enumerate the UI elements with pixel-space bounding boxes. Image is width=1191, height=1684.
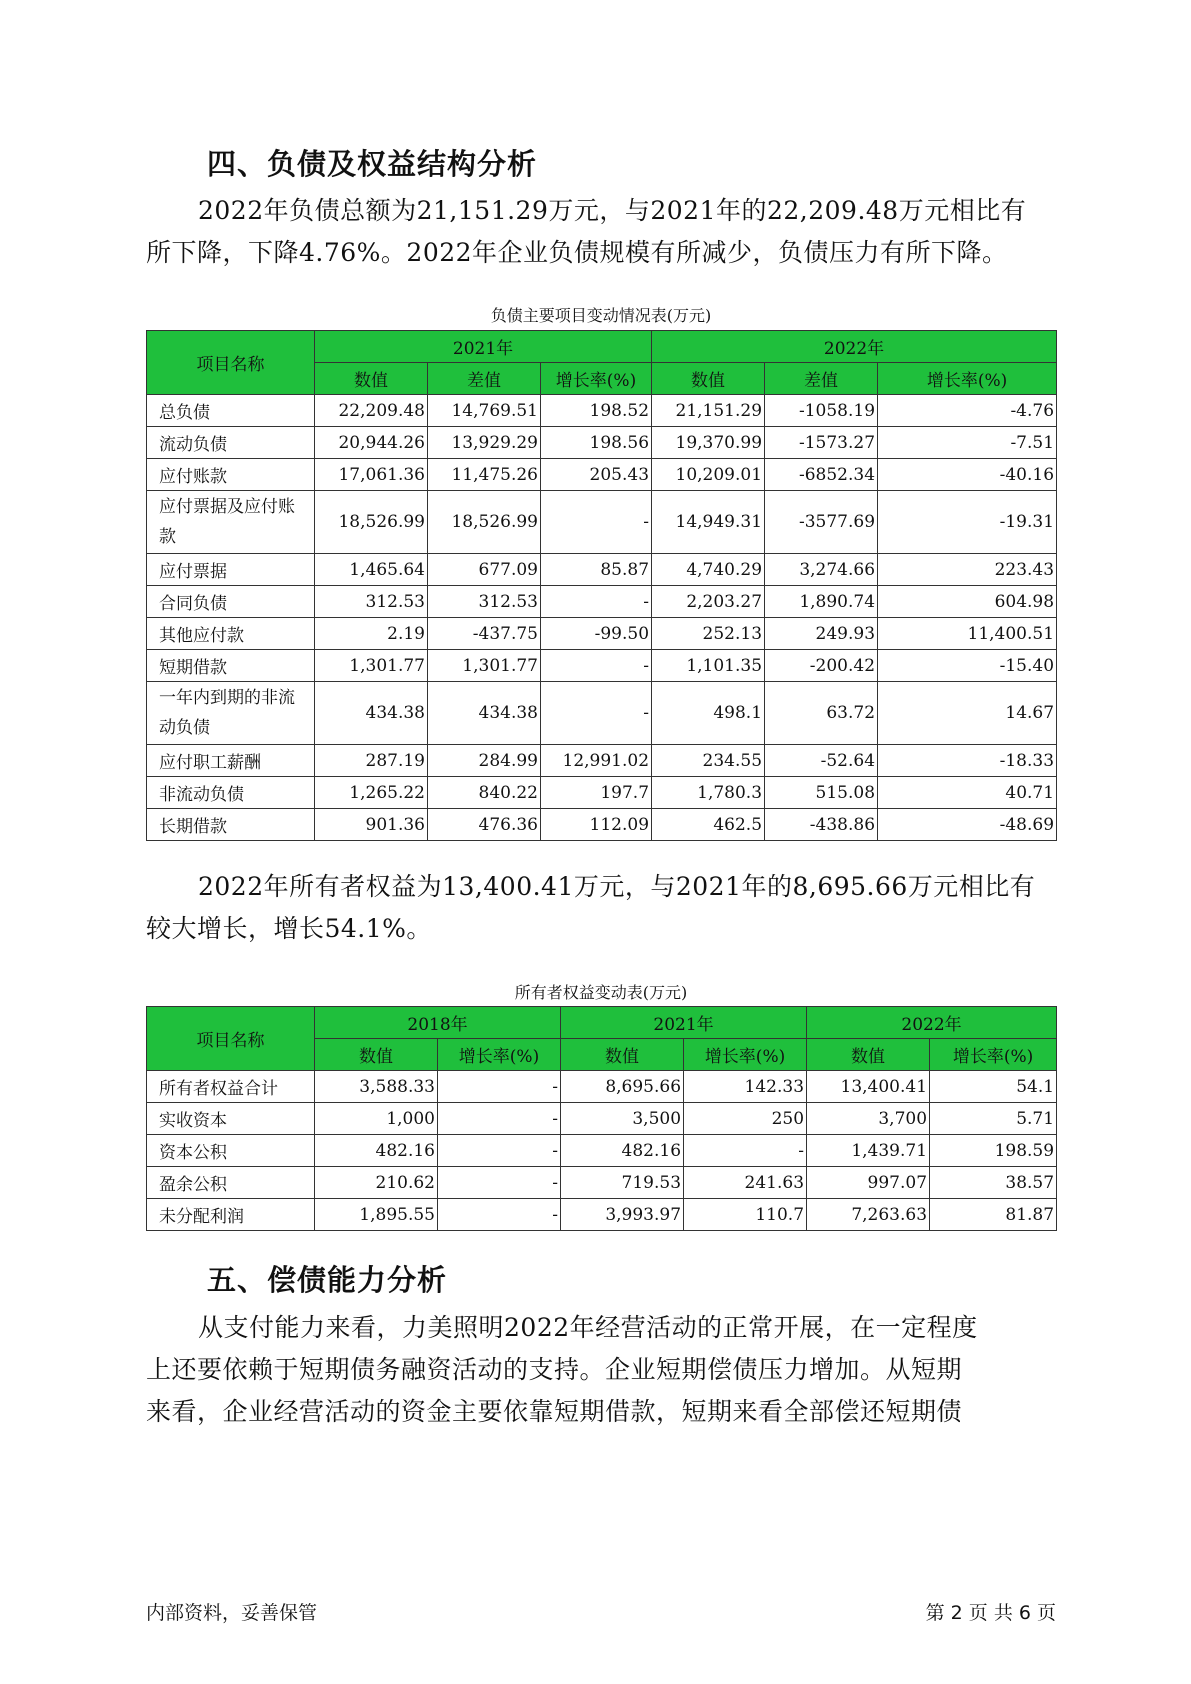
- table-row: [147, 1103, 1057, 1135]
- column-header: 数值: [807, 1039, 930, 1071]
- year-header: 2021年: [561, 1007, 807, 1039]
- table-cell: 18,526.99: [428, 491, 541, 554]
- table-cell: 482.16: [315, 1135, 438, 1167]
- table-cell: 462.5: [652, 809, 765, 841]
- table-cell: 312.53: [315, 586, 428, 618]
- column-header: 数值: [315, 363, 428, 395]
- paragraph-line: 2022年所有者权益为13,400.41万元，与2021年的8,695.66万元相比有: [198, 872, 1036, 901]
- table-cell: 81.87: [930, 1199, 1057, 1231]
- table-cell: 14.67: [878, 682, 1057, 745]
- table-cell: 19,370.99: [652, 427, 765, 459]
- liability-table: [146, 330, 1057, 841]
- table-cell: -99.50: [541, 618, 652, 650]
- paragraph-line: 2022年负债总额为21,151.29万元，与2021年的22,209.48万元相比有: [198, 196, 1027, 225]
- table-cell: -: [438, 1071, 561, 1103]
- row-label: 长期借款: [147, 809, 315, 841]
- table-row: [147, 1167, 1057, 1199]
- paragraph-line: 所下降，下降4.76%。2022年企业负债规模有所减少，负债压力有所下降。: [146, 238, 1008, 267]
- table-cell: 13,929.29: [428, 427, 541, 459]
- table-cell: 198.56: [541, 427, 652, 459]
- table-cell: 198.52: [541, 395, 652, 427]
- table-cell: -3577.69: [765, 491, 878, 554]
- table-cell: 198.59: [930, 1135, 1057, 1167]
- row-label: 总负债: [147, 395, 315, 427]
- table-cell: 20,944.26: [315, 427, 428, 459]
- table-cell: 2.19: [315, 618, 428, 650]
- year-header: 2021年: [315, 331, 652, 363]
- paragraph-line: 来看，企业经营活动的资金主要依靠短期借款，短期来看全部偿还短期债: [146, 1397, 963, 1426]
- table-cell: 3,274.66: [765, 554, 878, 586]
- table-cell: 7,263.63: [807, 1199, 930, 1231]
- column-header: 增长率(%): [541, 363, 652, 395]
- table-cell: 5.71: [930, 1103, 1057, 1135]
- table-cell: 482.16: [561, 1135, 684, 1167]
- column-header: 增长率(%): [878, 363, 1057, 395]
- column-header: 增长率(%): [930, 1039, 1057, 1071]
- table-cell: 1,101.35: [652, 650, 765, 682]
- table-cell: 205.43: [541, 459, 652, 491]
- table-cell: 434.38: [315, 682, 428, 745]
- table-cell: 234.55: [652, 745, 765, 777]
- footer-confidential: 内部资料，妥善保管: [146, 1602, 318, 1624]
- table-cell: 997.07: [807, 1167, 930, 1199]
- table-cell: -: [541, 682, 652, 745]
- table-cell: 142.33: [684, 1071, 807, 1103]
- table-cell: -200.42: [765, 650, 878, 682]
- table-row: [147, 554, 1057, 586]
- row-label: 应付票据及应付账款: [147, 491, 315, 554]
- paragraph-line: 从支付能力来看，力美照明2022年经营活动的正常开展，在一定程度: [198, 1313, 978, 1342]
- table-row: [147, 650, 1057, 682]
- table-cell: 85.87: [541, 554, 652, 586]
- table-cell: 17,061.36: [315, 459, 428, 491]
- liability-paragraph: [146, 190, 1056, 274]
- table-cell: -4.76: [878, 395, 1057, 427]
- table-row: [147, 1135, 1057, 1167]
- section-heading-4: 四、负债及权益结构分析: [207, 147, 538, 181]
- table-cell: 250: [684, 1103, 807, 1135]
- table-cell: 40.71: [878, 777, 1057, 809]
- table-cell: 3,993.97: [561, 1199, 684, 1231]
- row-label: 其他应付款: [147, 618, 315, 650]
- table-cell: 434.38: [428, 682, 541, 745]
- table-cell: -: [438, 1135, 561, 1167]
- year-header: 2022年: [652, 331, 1057, 363]
- table-cell: 10,209.01: [652, 459, 765, 491]
- table-row: [147, 427, 1057, 459]
- table-row: [147, 809, 1057, 841]
- table-cell: 2,203.27: [652, 586, 765, 618]
- row-label: 资本公积: [147, 1135, 315, 1167]
- table-row: [147, 459, 1057, 491]
- column-header: 数值: [315, 1039, 438, 1071]
- table-cell: 54.1: [930, 1071, 1057, 1103]
- table-cell: 1,890.74: [765, 586, 878, 618]
- table-cell: -: [684, 1135, 807, 1167]
- table-cell: 22,209.48: [315, 395, 428, 427]
- column-header: 差值: [765, 363, 878, 395]
- table-cell: 498.1: [652, 682, 765, 745]
- table-cell: 12,991.02: [541, 745, 652, 777]
- column-header: 增长率(%): [684, 1039, 807, 1071]
- table-cell: 3,700: [807, 1103, 930, 1135]
- column-header: 差值: [428, 363, 541, 395]
- table-cell: 1,439.71: [807, 1135, 930, 1167]
- table-cell: 112.09: [541, 809, 652, 841]
- table-caption: 负债主要项目变动情况表(万元): [490, 306, 712, 325]
- table-row: [147, 745, 1057, 777]
- footer-page-number: 第 2 页 共 6 页: [925, 1602, 1056, 1624]
- table-cell: -18.33: [878, 745, 1057, 777]
- table-cell: 13,400.41: [807, 1071, 930, 1103]
- table-row: [147, 1071, 1057, 1103]
- table-row: [147, 586, 1057, 618]
- table-cell: -: [541, 586, 652, 618]
- table-cell: 312.53: [428, 586, 541, 618]
- table-cell: 1,301.77: [315, 650, 428, 682]
- table-cell: -7.51: [878, 427, 1057, 459]
- table-cell: -437.75: [428, 618, 541, 650]
- table-cell: 18,526.99: [315, 491, 428, 554]
- table-cell: -: [541, 650, 652, 682]
- year-header: 2018年: [315, 1007, 561, 1039]
- table-cell: 719.53: [561, 1167, 684, 1199]
- table-row: [147, 682, 1057, 745]
- table-cell: 1,895.55: [315, 1199, 438, 1231]
- table-cell: 840.22: [428, 777, 541, 809]
- table-cell: 901.36: [315, 809, 428, 841]
- column-header: 数值: [561, 1039, 684, 1071]
- row-label: 非流动负债: [147, 777, 315, 809]
- table-cell: 476.36: [428, 809, 541, 841]
- table-cell: -: [438, 1167, 561, 1199]
- table-cell: 210.62: [315, 1167, 438, 1199]
- table-cell: 14,949.31: [652, 491, 765, 554]
- row-label: 实收资本: [147, 1103, 315, 1135]
- column-header-name: 项目名称: [147, 1007, 315, 1071]
- paragraph-line: 较大增长，增长54.1%。: [146, 914, 432, 943]
- table-cell: -19.31: [878, 491, 1057, 554]
- table-cell: 223.43: [878, 554, 1057, 586]
- table-cell: 241.63: [684, 1167, 807, 1199]
- table-cell: 3,588.33: [315, 1071, 438, 1103]
- row-label: 一年内到期的非流动负债: [147, 682, 315, 745]
- row-label: 应付账款: [147, 459, 315, 491]
- table-cell: 21,151.29: [652, 395, 765, 427]
- table-cell: 11,475.26: [428, 459, 541, 491]
- column-header: 增长率(%): [438, 1039, 561, 1071]
- table-row: [147, 777, 1057, 809]
- table-cell: 8,695.66: [561, 1071, 684, 1103]
- table-caption: 所有者权益变动表(万元): [514, 983, 688, 1002]
- table-row: [147, 1199, 1057, 1231]
- table-cell: 677.09: [428, 554, 541, 586]
- table-cell: 4,740.29: [652, 554, 765, 586]
- table-cell: 515.08: [765, 777, 878, 809]
- table-cell: 11,400.51: [878, 618, 1057, 650]
- table-cell: -1573.27: [765, 427, 878, 459]
- table-cell: 38.57: [930, 1167, 1057, 1199]
- table-cell: -6852.34: [765, 459, 878, 491]
- table-cell: -15.40: [878, 650, 1057, 682]
- table-cell: -: [541, 491, 652, 554]
- table-row: [147, 618, 1057, 650]
- table-cell: 1,000: [315, 1103, 438, 1135]
- table-row: [147, 491, 1057, 554]
- table-row: [147, 395, 1057, 427]
- row-label: 盈余公积: [147, 1167, 315, 1199]
- row-label: 流动负债: [147, 427, 315, 459]
- table-cell: 197.7: [541, 777, 652, 809]
- table-cell: 3,500: [561, 1103, 684, 1135]
- table-cell: 1,301.77: [428, 650, 541, 682]
- table-cell: 249.93: [765, 618, 878, 650]
- table-cell: -: [438, 1199, 561, 1231]
- row-label: 合同负债: [147, 586, 315, 618]
- row-label: 应付票据: [147, 554, 315, 586]
- table-cell: -48.69: [878, 809, 1057, 841]
- table-cell: 63.72: [765, 682, 878, 745]
- table-cell: 604.98: [878, 586, 1057, 618]
- table-cell: -438.86: [765, 809, 878, 841]
- row-label: 未分配利润: [147, 1199, 315, 1231]
- table-cell: 284.99: [428, 745, 541, 777]
- year-header: 2022年: [807, 1007, 1057, 1039]
- equity-table: [146, 1006, 1057, 1231]
- row-label: 所有者权益合计: [147, 1071, 315, 1103]
- equity-paragraph: [146, 866, 1056, 950]
- section-heading-5: 五、偿债能力分析: [207, 1263, 448, 1297]
- column-header: 数值: [652, 363, 765, 395]
- table-cell: 287.19: [315, 745, 428, 777]
- table-cell: 14,769.51: [428, 395, 541, 427]
- table-cell: -: [438, 1103, 561, 1135]
- solvency-paragraph: [146, 1307, 1056, 1433]
- table-cell: -1058.19: [765, 395, 878, 427]
- row-label: 短期借款: [147, 650, 315, 682]
- column-header-name: 项目名称: [147, 331, 315, 395]
- table-cell: 1,265.22: [315, 777, 428, 809]
- row-label: 应付职工薪酬: [147, 745, 315, 777]
- paragraph-line: 上还要依赖于短期债务融资活动的支持。企业短期偿债压力增加。从短期: [146, 1355, 963, 1384]
- table-cell: 252.13: [652, 618, 765, 650]
- table-cell: 1,780.3: [652, 777, 765, 809]
- table-cell: 1,465.64: [315, 554, 428, 586]
- table-cell: -52.64: [765, 745, 878, 777]
- table-cell: -40.16: [878, 459, 1057, 491]
- table-cell: 110.7: [684, 1199, 807, 1231]
